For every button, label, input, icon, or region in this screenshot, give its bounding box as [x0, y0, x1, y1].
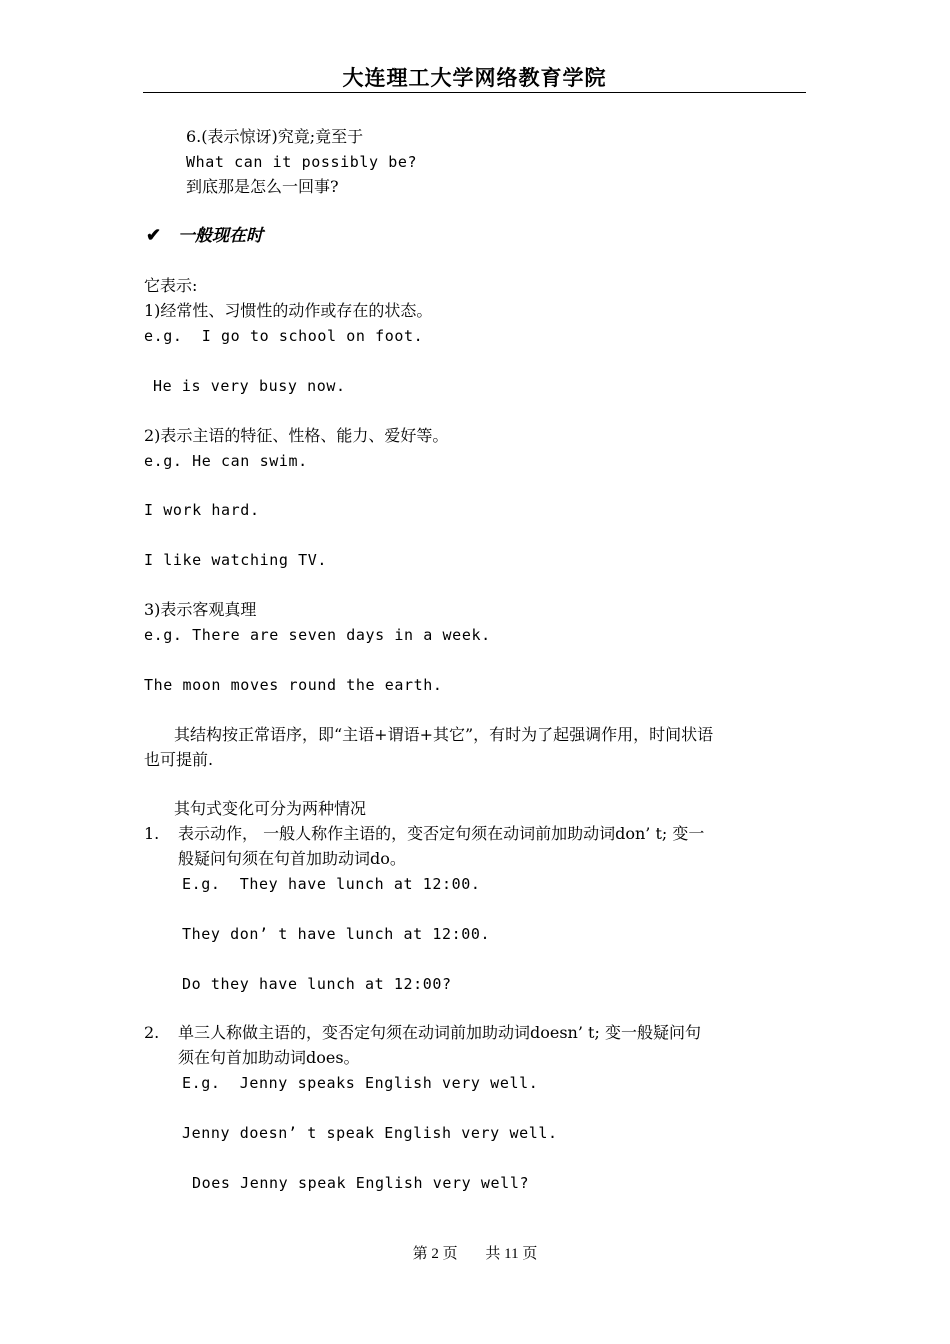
point-3: 3)表示客观真理	[144, 600, 257, 619]
example-3a: e.g. There are seven days in a week.	[144, 626, 491, 644]
variation-intro: 其句式变化可分为两种情况	[174, 799, 367, 818]
example-1b: He is very busy now.	[153, 377, 346, 395]
item-2-line-1: 单三人称做主语的，变否定句须在动词前加助动词doesn’ t; 变一般疑问句	[178, 1023, 701, 1042]
structure-line-1: 其结构按正常语序，即“主语+谓语+其它”，有时为了起强调作用，时间状语	[174, 725, 714, 744]
point-2: 2)表示主语的特征、性格、能力、爱好等。	[144, 426, 449, 445]
example-2c: I like watching TV.	[144, 551, 327, 569]
item-1-example-2: They don’ t have lunch at 12:00.	[182, 925, 491, 943]
item-1-number: 1.	[144, 824, 160, 843]
represents-label: 它表示:	[144, 276, 198, 295]
point-1: 1)经常性、习惯性的动作或存在的状态。	[144, 301, 433, 320]
intro-line-2: What can it possibly be?	[186, 153, 418, 171]
example-3b: The moon moves round the earth.	[144, 676, 443, 694]
page-header-title: 大连理工大学网络教育学院	[342, 65, 607, 90]
item-1-example-1: E.g. They have lunch at 12:00.	[182, 875, 481, 893]
page-number: 第 2 页	[412, 1246, 458, 1262]
intro-line-1: 6.(表示惊讶)究竟;竟至于	[186, 127, 364, 146]
item-1-line-1: 表示动作， 一般人称作主语的，变否定句须在动词前加助动词don’ t; 变一	[178, 824, 705, 843]
item-2-number: 2.	[144, 1023, 160, 1042]
page-total: 共 11 页	[485, 1246, 538, 1262]
structure-line-2: 也可提前.	[144, 750, 214, 769]
item-2-example-3: Does Jenny speak English very well?	[192, 1174, 530, 1192]
item-1-example-3: Do they have lunch at 12:00?	[182, 975, 452, 993]
item-2-example-1: E.g. Jenny speaks English very well.	[182, 1074, 539, 1092]
item-1-line-2: 般疑问句须在句首加助动词do。	[178, 849, 406, 868]
example-2b: I work hard.	[144, 501, 260, 519]
example-2a: e.g. He can swim.	[144, 452, 308, 470]
section-heading: 一般现在时	[178, 226, 263, 246]
item-2-example-2: Jenny doesn’ t speak English very well.	[182, 1124, 558, 1142]
example-1a: e.g. I go to school on foot.	[144, 327, 424, 345]
intro-line-3: 到底那是怎么一回事?	[186, 177, 339, 196]
item-2-line-2: 须在句首加助动词does。	[178, 1048, 360, 1067]
header-divider	[143, 92, 806, 93]
checkmark-icon: ✔	[146, 225, 162, 246]
page-footer	[0, 1244, 950, 1264]
